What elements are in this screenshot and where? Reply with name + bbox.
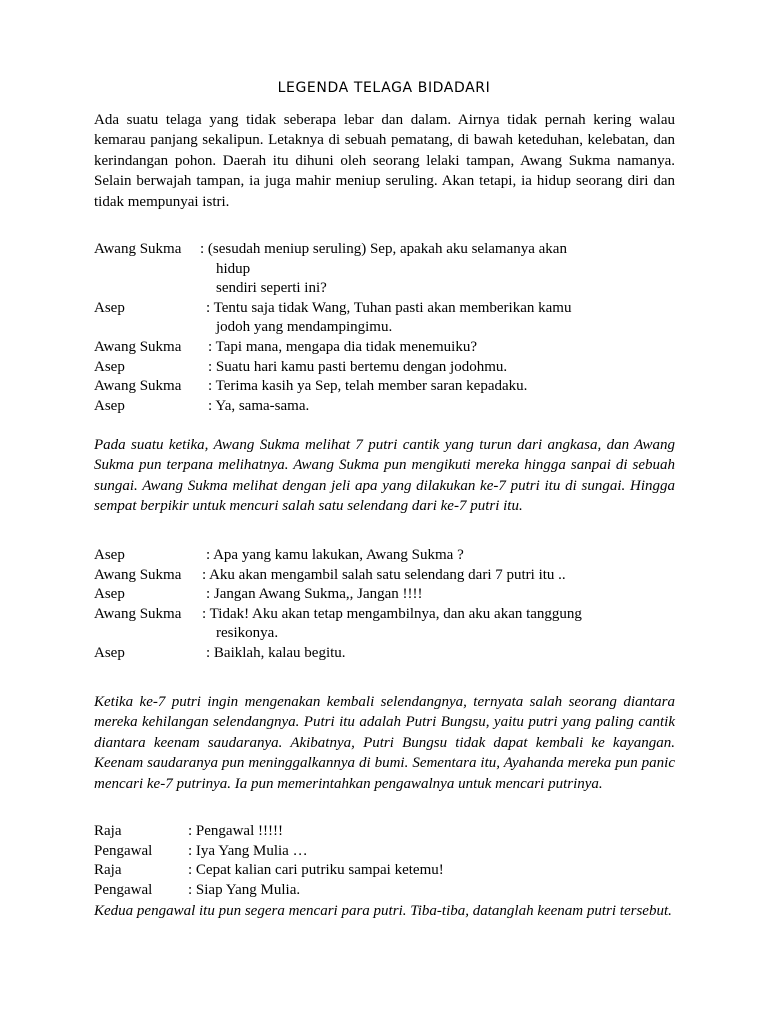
- dialogue-line: [94, 585, 694, 605]
- dialogue-text: : Iya Yang Mulia …: [188, 842, 308, 859]
- dialogue-text: : Siap Yang Mulia.: [188, 881, 301, 898]
- dialogue-text: : Apa yang kamu lakukan, Awang Sukma ?: [206, 547, 464, 563]
- dialogue-text: : Cepat kalian cari putriku sampai ketemu!: [188, 862, 444, 879]
- paragraph-narration-2: Ketika ke-7 putri ingin mengenakan kembali selendangnya, ternyata salah seorang diantara mereka kehilangan selendangnya. Putri itu adalah Putri Bungsu, yaitu putri yang paling cantik diantara keenam saudaranya. Akibatnya, Putri Bungsu tidak dapat kembali ke kayangan. Keenam saudaranya pun meninggalkannya di bumi. Sementara itu, Ayahanda mereka pun panic mencari ke-7 putrinya. Ia pun memerintahkan pengawalnya untuk mencari putrinya.: [94, 694, 675, 792]
- dialogue-line: [94, 397, 694, 417]
- dialogue-text: : Tidak! Aku akan tetap mengambilnya, dan aku akan tanggung: [202, 605, 582, 622]
- dialogue-line: [94, 842, 694, 862]
- speaker-name: Awang Sukma: [94, 338, 182, 355]
- dialogue-block-3: [94, 822, 694, 900]
- dialogue-continuation: jodoh yang mendampingimu.: [216, 319, 393, 336]
- speaker-name: Awang Sukma: [94, 605, 182, 622]
- speaker-name: Raja: [94, 862, 122, 879]
- dialogue-line: [94, 546, 694, 566]
- dialogue-block-2: [94, 546, 694, 664]
- speaker-name: Raja: [94, 823, 122, 839]
- dialogue-line: [94, 881, 694, 901]
- dialogue-line: [94, 299, 694, 338]
- dialogue-line: [94, 377, 694, 397]
- paragraph-intro: Ada suatu telaga yang tidak seberapa lebar dan dalam. Airnya tidak pernah kering walau kemarau panjang sekalipun. Letaknya di sebuah pematang, di bawah keteduhan, kelebatan, dan kerindangan pohon. Daerah itu dihuni oleh seorang lelaki tampan, Awang Sukma namanya. Selain berwajah tampan, ia juga mahir meniup seruling. Akan tetapi, ia hidup seorang diri dan tidak mempunyai istri.: [94, 112, 675, 210]
- dialogue-text: : Jangan Awang Sukma,, Jangan !!!!: [206, 586, 423, 603]
- dialogue-line: [94, 240, 694, 299]
- paragraph-narration-1: Pada suatu ketika, Awang Sukma melihat 7 putri cantik yang turun dari angkasa, dan Awang Sukma pun terpana melihatnya. Awang Sukma pun mengikuti mereka hingga sanpai di sebuah sungai. Awang Sukma melihat dengan jeli apa yang dilakukan ke-7 putri itu di sungai. Hingga sempat berpikir untuk mencuri salah satu selendang dari ke-7 putri itu.: [94, 437, 675, 515]
- dialogue-text: : Tentu saja tidak Wang, Tuhan pasti akan memberikan kamu: [206, 299, 572, 316]
- dialogue-line: [94, 861, 694, 881]
- dialogue-text: : Baiklah, kalau begitu.: [206, 644, 346, 661]
- dialogue-line: [94, 605, 694, 644]
- dialogue-continuation: hidup: [216, 260, 251, 277]
- dialogue-line: [94, 566, 694, 586]
- speaker-name: Asep: [94, 586, 125, 603]
- dialogue-line: [94, 644, 694, 664]
- speaker-name: Asep: [94, 299, 125, 316]
- dialogue-text: : Terima kasih ya Sep, telah member saran kepadaku.: [208, 378, 528, 395]
- dialogue-text: : Ya, sama-sama.: [208, 397, 310, 414]
- dialogue-line: [94, 338, 694, 358]
- speaker-name: Pengawal: [94, 842, 153, 859]
- speaker-name: Awang Sukma: [94, 378, 182, 395]
- dialogue-text: : Suatu hari kamu pasti bertemu dengan jodohmu.: [208, 358, 508, 375]
- dialogue-block-1: [94, 240, 694, 416]
- dialogue-continuation: resikonya.: [216, 625, 279, 642]
- dialogue-text: : Tapi mana, mengapa dia tidak menemuiku?: [208, 338, 478, 355]
- dialogue-text: : (sesudah meniup seruling) Sep, apakah aku selamanya akan: [200, 241, 567, 257]
- speaker-name: Awang Sukma: [94, 241, 182, 257]
- speaker-name: Asep: [94, 397, 125, 414]
- dialogue-line: [94, 822, 694, 842]
- speaker-name: Asep: [94, 358, 125, 375]
- speaker-name: Asep: [94, 644, 125, 661]
- dialogue-line: [94, 358, 694, 378]
- document-title: LEGENDA TELAGA BIDADARI: [277, 80, 491, 96]
- speaker-name: Asep: [94, 547, 125, 563]
- dialogue-continuation: sendiri seperti ini?: [216, 280, 327, 297]
- speaker-name: Awang Sukma: [94, 566, 182, 583]
- speaker-name: Pengawal: [94, 881, 153, 898]
- dialogue-text: : Pengawal !!!!!: [188, 823, 283, 839]
- dialogue-text: : Aku akan mengambil salah satu selendang dari 7 putri itu ..: [202, 566, 566, 583]
- paragraph-narration-3: Kedua pengawal itu pun segera mencari para putri. Tiba-tiba, datanglah keenam putri tersebut.: [94, 903, 672, 919]
